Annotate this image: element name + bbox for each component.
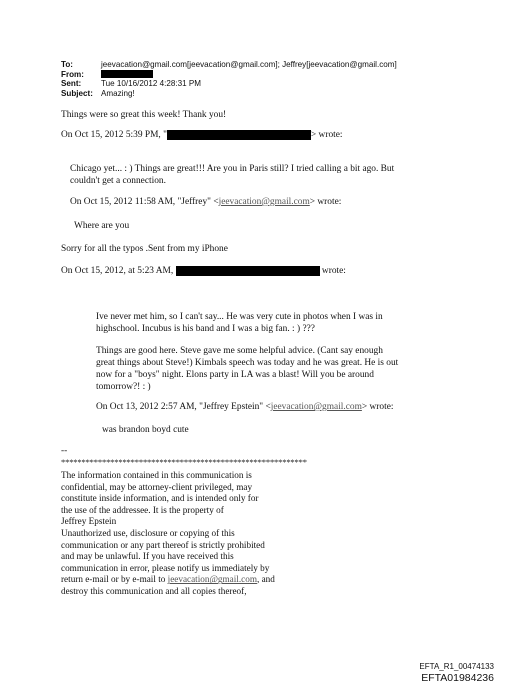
body-para1-line-1: Ive never met him, so I can't say... He was very cute in photos when I was in (96, 312, 383, 322)
body-para2-line-4: tomorrow?! : ) (96, 382, 151, 392)
disclaimer-line-8: and may be unlawful. If you have received this (61, 551, 234, 562)
quote-header-3-prefix: On Oct 15, 2012, at 5:23 AM, (61, 266, 174, 277)
disclaimer-line-10 (61, 574, 275, 586)
body-where-are-you: Where are you (74, 221, 130, 231)
sent-value: Tue 10/16/2012 4:28:31 PM (101, 79, 202, 89)
disclaimer-line-10-suffix: , and (256, 574, 275, 585)
disclaimer-line-3: constitute inside information, and is intended only for (61, 493, 259, 504)
sent-label: Sent: (61, 79, 82, 89)
redaction-sender-2 (176, 266, 320, 276)
quote-header-2 (70, 197, 341, 208)
redaction-from (101, 70, 153, 78)
body-chicago-line-2: couldn't get a connection. (70, 176, 166, 186)
quote-header-4-prefix: On Oct 13, 2012 2:57 AM, "Jeffrey Epstein" < (96, 402, 271, 412)
subject-row (61, 89, 397, 99)
email-header (61, 60, 397, 98)
subject-label: Subject: (61, 88, 93, 98)
disclaimer-line-7: communication or any part thereof is strictly prohibited (61, 539, 265, 550)
footer-dashes: -- (61, 446, 68, 456)
disclaimer-line-10-prefix: return e-mail or by e-mail to (61, 574, 168, 585)
subject-value: Amazing! (101, 88, 135, 98)
quote-header-2-suffix: > wrote: (309, 197, 342, 207)
bates-stamp-large: EFTA01984236 (421, 672, 494, 684)
body-para2-line-2: great things about Steve!) Kimbals speech was today and he was great. He is out (96, 358, 399, 368)
quote-header-1 (61, 130, 343, 142)
sent-row (61, 79, 397, 89)
quote-header-4 (96, 402, 393, 413)
body-brandon: was brandon boyd cute (102, 425, 189, 435)
footer-stars: ************************************************************ (61, 457, 307, 467)
disclaimer (61, 470, 275, 598)
from-label: From: (61, 69, 84, 79)
body-para1-line-2: highschool. Incubus is his band and I was a big fan. : ) ??? (96, 324, 315, 334)
disclaimer-line-6: Unauthorized use, disclosure or copying of this (61, 527, 235, 538)
body-para2-line-3: now for a "boys" night. Elons party in LA was a blast! Will you be around (96, 370, 374, 380)
body-para2-line-1: Things are good here. Steve gave me some helpful advice. (Cant say enough (96, 346, 383, 356)
to-row (61, 60, 397, 70)
body-sorry-typos: Sorry for all the typos .Sent from my iPhone (61, 244, 228, 254)
disclaimer-line-9: communication in error, please notify us immediately by (61, 562, 270, 573)
disclaimer-line-1: The information contained in this communication is (61, 470, 252, 480)
to-value: jeevacation@gmail.com[jeevacation@gmail.com]; Jeffrey[jeevacation@gmail.com] (101, 60, 397, 69)
body-line-thanks: Things were so great this week! Thank you! (61, 110, 227, 120)
body-chicago-line-1: Chicago yet... : ) Things are great!!! Are you in Paris still? I tried calling a bit ago. But (70, 164, 395, 174)
quote-header-3-suffix: wrote: (321, 266, 346, 277)
quote-header-2-prefix: On Oct 15, 2012 11:58 AM, "Jeffrey" < (70, 197, 219, 207)
email-link-1[interactable]: jeevacation@gmail.com (218, 197, 310, 207)
quote-header-4-suffix: > wrote: (361, 402, 394, 412)
bates-stamp-small: EFTA_R1_00474133 (419, 662, 494, 671)
redaction-sender-1 (167, 130, 311, 140)
quote-header-1-prefix: On Oct 15, 2012 5:39 PM, " (61, 130, 167, 141)
quote-header-1-suffix: > wrote: (310, 130, 343, 141)
email-link-2[interactable]: jeevacation@gmail.com (270, 402, 362, 412)
disclaimer-line-5: Jeffrey Epstein (61, 516, 117, 527)
disclaimer-line-11: destroy this communication and all copies thereof, (61, 585, 247, 596)
disclaimer-line-2: confidential, may be attorney-client privileged, may (61, 481, 253, 492)
from-row (61, 70, 397, 80)
to-label: To: (61, 60, 73, 69)
email-link-3[interactable]: jeevacation@gmail.com (167, 574, 257, 585)
quote-header-3 (61, 266, 346, 278)
disclaimer-line-4: the use of the addressee. It is the property of (61, 504, 224, 515)
